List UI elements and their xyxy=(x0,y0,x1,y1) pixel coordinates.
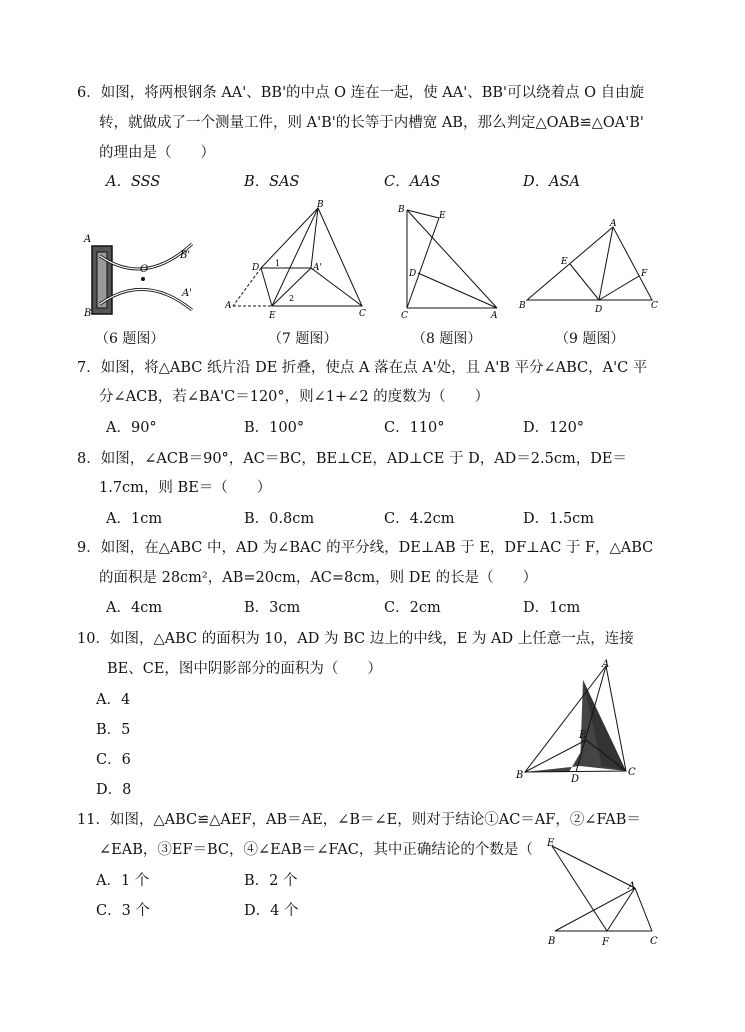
fig6-label-a: A xyxy=(84,234,92,245)
q6-line2: 转，就做成了一个测量工件，则 A'B'的长等于内槽宽 AB，那么判定△OAB≌△OA'B' xyxy=(99,115,644,131)
q10-option-c: C．6 xyxy=(96,752,131,768)
q9-option-a: A．4cm xyxy=(106,600,163,616)
q7-line2: 分∠ACB，若∠BA'C＝120°，则∠1+∠2 的度数为（ ） xyxy=(99,389,490,405)
fig11-label-b: B xyxy=(548,936,556,947)
q11-option-b: B．2 个 xyxy=(244,873,298,889)
q7-line1: 7．如图，将△ABC 纸片沿 DE 折叠，使点 A 落在点 A'处，且 A'B 平分∠ABC，A'C 平 xyxy=(77,360,648,376)
fig10-label-d: D xyxy=(571,774,580,783)
fig7-label-2: 2 xyxy=(289,294,295,303)
figure-9 xyxy=(515,218,665,318)
fig7-label-a2: A' xyxy=(313,263,322,273)
fig7-label-b: B xyxy=(317,200,324,210)
figure-6 xyxy=(80,232,200,322)
q7-option-b: B．100° xyxy=(244,420,305,436)
fig10-label-c: C xyxy=(628,767,636,778)
q6-option-a: A．SSS xyxy=(106,174,161,190)
fig11-label-e: E xyxy=(547,838,555,849)
q7-option-c: C．110° xyxy=(384,420,445,436)
fig6-label-a2: A' xyxy=(182,288,192,299)
q9-option-c: C．2cm xyxy=(384,600,441,616)
fig10-label-b: B xyxy=(516,770,524,781)
fig9-label-e: E xyxy=(561,257,568,267)
q9-option-d: D．1cm xyxy=(523,600,581,616)
fig8-label-c: C xyxy=(401,311,408,321)
caption-fig6: （6 题图） xyxy=(95,331,165,347)
q6-line1: 6．如图，将两根钢条 AA'、BB'的中点 O 连在一起，使 AA'、BB'可以绕着点 O 自由旋 xyxy=(77,85,645,101)
fig11-label-f: F xyxy=(602,937,609,948)
fig6-label-o: O xyxy=(140,264,149,275)
fig7-label-c: C xyxy=(359,309,366,319)
fig8-label-b: B xyxy=(398,205,405,215)
fig11-label-a: A xyxy=(628,881,636,892)
figure-8 xyxy=(395,200,505,322)
q6-line3: 的理由是（ ） xyxy=(99,145,215,161)
q11-option-c: C．3 个 xyxy=(96,903,150,919)
q6-option-c: C．AAS xyxy=(384,174,441,190)
fig11-label-c: C xyxy=(650,936,658,947)
fig9-label-c: C xyxy=(651,301,658,311)
q6-option-b: B．SAS xyxy=(244,174,300,190)
q7-option-d: D．120° xyxy=(523,420,585,436)
fig7-label-1: 1 xyxy=(275,259,281,268)
q8-option-d: D．1.5cm xyxy=(523,511,595,527)
fig7-label-e: E xyxy=(269,311,276,321)
q8-line1: 8．如图，∠ACB＝90°，AC＝BC，BE⊥CE，AD⊥CE 于 D，AD＝2.5cm，DE＝ xyxy=(77,451,627,467)
fig8-label-d: D xyxy=(409,269,417,279)
q10-line2: BE、CE，图中阴影部分的面积为（ ） xyxy=(107,661,382,677)
caption-fig9: （9 题图） xyxy=(555,331,625,347)
fig9-label-a: A xyxy=(610,219,617,229)
fig8-label-a: A xyxy=(491,311,498,321)
q11-line1: 11．如图，△ABC≌△AEF，AB＝AE，∠B＝∠E，则对于结论①AC＝AF，②∠FAB＝ xyxy=(77,812,641,828)
q10-option-a: A．4 xyxy=(96,692,131,708)
q6-option-d: D．ASA xyxy=(523,174,581,190)
fig8-label-e: E xyxy=(439,211,446,221)
q9-line1: 9．如图，在△ABC 中，AD 为∠BAC 的平分线，DE⊥AB 于 E，DF⊥AC 于 F，△ABC xyxy=(77,540,654,556)
q9-option-b: B．3cm xyxy=(244,600,301,616)
q11-option-a: A．1 个 xyxy=(96,873,150,889)
q8-line2: 1.7cm，则 BE＝（ ） xyxy=(99,480,272,496)
q7-option-a: A．90° xyxy=(106,420,157,436)
figure-7 xyxy=(225,200,375,322)
figure-10 xyxy=(510,658,645,783)
q10-line1: 10．如图，△ABC 的面积为 10，AD 为 BC 边上的中线，E 为 AD 上任意一点，连接 xyxy=(77,631,634,647)
fig6-label-b: B xyxy=(84,308,92,319)
fig10-label-e: E xyxy=(579,730,587,741)
fig9-label-b: B xyxy=(519,301,526,311)
q10-option-d: D．8 xyxy=(96,782,132,798)
q8-option-b: B．0.8cm xyxy=(244,511,315,527)
caption-fig8: （8 题图） xyxy=(412,331,482,347)
q8-option-c: C．4.2cm xyxy=(384,511,455,527)
caption-fig7: （7 题图） xyxy=(268,331,338,347)
figure-11 xyxy=(540,838,670,950)
q10-option-b: B．5 xyxy=(96,722,131,738)
fig6-label-b2: B' xyxy=(180,250,191,261)
fig7-label-a: A xyxy=(225,301,232,311)
fig9-label-d: D xyxy=(595,305,603,315)
fig7-label-d: D xyxy=(252,263,260,273)
q9-line2: 的面积是 28cm²，AB=20cm，AC=8cm，则 DE 的长是（ ） xyxy=(99,570,538,586)
fig9-label-f: F xyxy=(641,269,648,279)
q11-line2: ∠EAB，③EF＝BC，④∠EAB＝∠FAC，其中正确结论的个数是（ xyxy=(99,842,533,858)
q11-option-d: D．4 个 xyxy=(244,903,299,919)
q8-option-a: A．1cm xyxy=(106,511,163,527)
fig10-label-a: A xyxy=(602,659,610,670)
